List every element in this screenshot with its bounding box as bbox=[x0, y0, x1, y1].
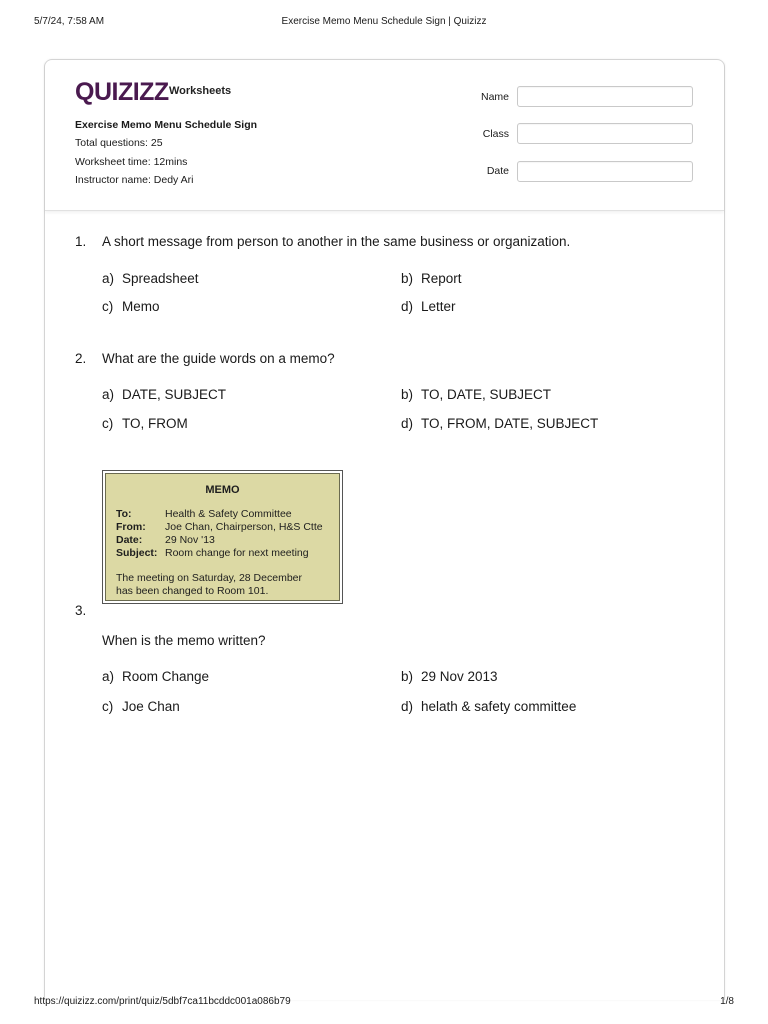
print-url: https://quizizz.com/print/quiz/5dbf7ca11bcddc001a086b79 bbox=[34, 996, 291, 1007]
memo-key: From: bbox=[116, 521, 146, 533]
print-title: Exercise Memo Menu Schedule Sign | Quizizz bbox=[281, 16, 487, 27]
option-text: 29 Nov 2013 bbox=[421, 669, 498, 684]
option-text: Memo bbox=[122, 299, 160, 314]
option-letter: b) bbox=[401, 669, 414, 684]
option-letter: d) bbox=[401, 699, 414, 714]
date-label: Date bbox=[486, 165, 509, 177]
option-c bbox=[102, 299, 160, 314]
class-label: Class bbox=[482, 128, 509, 140]
date-field[interactable] bbox=[517, 161, 693, 182]
option-text: Letter bbox=[421, 299, 456, 314]
quizizz-logo bbox=[75, 78, 232, 108]
memo-key: To: bbox=[116, 508, 132, 520]
memo-row-from bbox=[116, 521, 323, 533]
memo-key: Date: bbox=[116, 534, 143, 546]
memo-value: Joe Chan, Chairperson, H&S Ctte bbox=[165, 521, 323, 533]
question-number: 2. bbox=[75, 351, 87, 366]
memo-heading: MEMO bbox=[205, 484, 240, 496]
memo-value: Room change for next meeting bbox=[165, 547, 309, 559]
option-letter: a) bbox=[102, 271, 115, 286]
option-letter: d) bbox=[401, 416, 414, 431]
option-letter: a) bbox=[102, 669, 115, 684]
memo-row-subject bbox=[116, 547, 309, 559]
option-c bbox=[102, 699, 180, 714]
option-text: Room Change bbox=[122, 669, 210, 684]
logo-wordmark: QUIZIZZ bbox=[75, 78, 169, 106]
memo-row-date bbox=[116, 534, 215, 546]
name-label: Name bbox=[480, 91, 509, 103]
option-b bbox=[401, 669, 498, 684]
print-datetime: 5/7/24, 7:58 AM bbox=[34, 16, 105, 27]
option-letter: b) bbox=[401, 387, 414, 402]
print-header bbox=[0, 16, 768, 30]
option-text: TO, DATE, SUBJECT bbox=[421, 387, 552, 402]
question-text: A short message from person to another in the same business or organization. bbox=[102, 234, 571, 249]
option-letter: c) bbox=[102, 416, 114, 431]
option-text: DATE, SUBJECT bbox=[122, 387, 227, 402]
memo-body-line: The meeting on Saturday, 28 December bbox=[116, 572, 302, 584]
quiz-title: Exercise Memo Menu Schedule Sign bbox=[75, 119, 258, 131]
question-text: When is the memo written? bbox=[102, 633, 266, 648]
option-b bbox=[401, 387, 551, 402]
question-number: 3. bbox=[75, 603, 87, 618]
option-b bbox=[401, 271, 462, 286]
memo-key: Subject: bbox=[116, 547, 158, 559]
option-c bbox=[102, 416, 188, 431]
class-field[interactable] bbox=[517, 123, 693, 144]
total-questions: Total questions: 25 bbox=[75, 137, 163, 149]
question-number: 1. bbox=[75, 234, 87, 249]
option-text: TO, FROM bbox=[122, 416, 188, 431]
name-field[interactable] bbox=[517, 86, 693, 107]
option-text: helath & safety committee bbox=[421, 699, 577, 714]
option-d bbox=[401, 699, 576, 714]
option-a bbox=[102, 669, 209, 684]
option-letter: b) bbox=[401, 271, 414, 286]
memo-card bbox=[105, 473, 340, 601]
question-text: What are the guide words on a memo? bbox=[102, 351, 335, 366]
worksheet-time: Worksheet time: 12mins bbox=[75, 156, 188, 168]
option-text: Spreadsheet bbox=[122, 271, 199, 286]
memo-row-to bbox=[116, 508, 292, 520]
option-text: TO, FROM, DATE, SUBJECT bbox=[421, 416, 599, 431]
option-letter: d) bbox=[401, 299, 414, 314]
option-text: Report bbox=[421, 271, 462, 286]
memo-value: Health & Safety Committee bbox=[165, 508, 292, 520]
logo-subtitle: Worksheets bbox=[169, 85, 232, 97]
option-a bbox=[102, 271, 199, 286]
option-letter: c) bbox=[102, 699, 114, 714]
instructor-name: Instructor name: Dedy Ari bbox=[75, 174, 194, 186]
option-letter: c) bbox=[102, 299, 114, 314]
option-d bbox=[401, 416, 598, 431]
option-a bbox=[102, 387, 226, 402]
memo-value: 29 Nov '13 bbox=[165, 534, 215, 546]
memo-image bbox=[102, 470, 343, 604]
worksheet-header bbox=[45, 60, 724, 211]
page-number: 1/8 bbox=[720, 996, 734, 1007]
option-d bbox=[401, 299, 456, 314]
memo-body bbox=[116, 572, 302, 598]
option-text: Joe Chan bbox=[122, 699, 180, 714]
memo-body-line: has been changed to Room 101. bbox=[116, 585, 269, 597]
option-letter: a) bbox=[102, 387, 115, 402]
